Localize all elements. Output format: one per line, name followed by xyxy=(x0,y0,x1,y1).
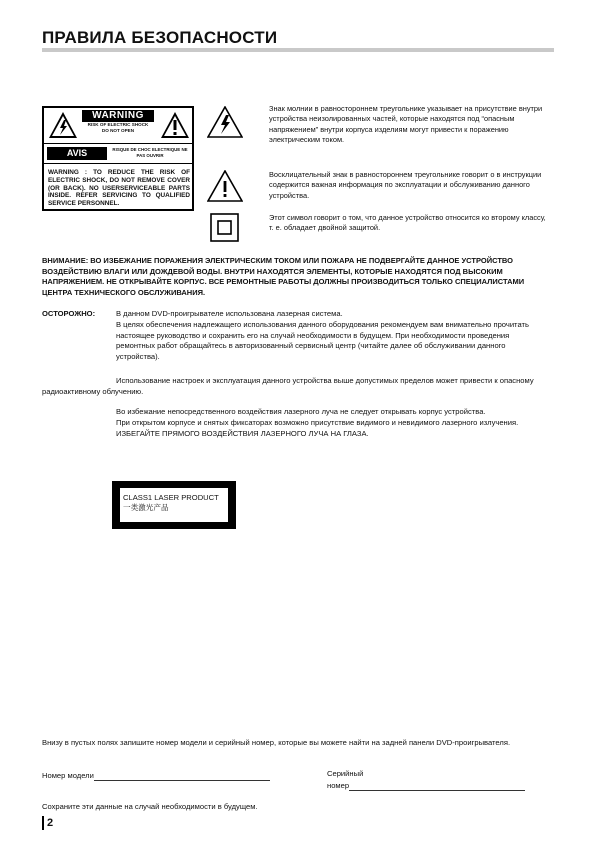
exclamation-triangle-icon xyxy=(160,111,190,139)
lightning-triangle-icon xyxy=(48,111,78,139)
warning-label-body: WARNING : TO REDUCE THE RISK OF ELECTRIC SHOCK, DO NOT REMOVE COVER (OR BACK). NO USERSERVICEABLE PARTS INSIDE. REFER SERVICING TO QUALIFIED SERVICE PERSONNEL. xyxy=(48,169,190,208)
model-number-label: Номер модели xyxy=(42,771,94,780)
serial-number-field xyxy=(327,781,535,791)
avis-row xyxy=(44,144,192,164)
shock-line-2: DO NOT OPEN xyxy=(101,127,135,133)
laser-exposure-warning xyxy=(116,407,550,439)
page-title: ПРАВИЛА БЕЗОПАСНОСТИ xyxy=(42,28,278,47)
serial-number-label-1: Серийный xyxy=(327,769,364,778)
caution-line-2: В целях обеспечения надлежащего использования данного оборудования рекомендуем вам внимательно прочитать настоящее руководство и сохранить его на случай необходимости в будущем. При необходимости проведения ремонтных работ обращайтесь в авторизованный сервисный центр (читайте далее об обслуживании данного устройства). xyxy=(116,319,529,362)
title-divider xyxy=(42,48,554,52)
shock-line-1: RISK OF ELECTRIC SHOCK xyxy=(87,122,149,127)
serial-number-blank[interactable] xyxy=(349,782,525,791)
page-number: 2 xyxy=(42,816,53,830)
avis-text xyxy=(110,147,190,158)
laser-warning-line-3: ИЗБЕГАЙТЕ ПРЯМОГО ВОЗДЕЙСТВИЯ ЛАЗЕРНОГО ЛУЧА НА ГЛАЗА. xyxy=(116,428,369,438)
warning-heading: WARNING xyxy=(82,110,154,122)
double-insulation-icon xyxy=(210,213,239,242)
avis-line-2: PAS OUVRIR xyxy=(136,152,164,158)
double-insulation-description: Этот символ говорит о том, что данное устройство относится ко второму классу, т. е. обладает двойной защитой. xyxy=(269,213,546,233)
warning-label xyxy=(42,106,194,211)
caution-line-1: В данном DVD-проигрывателе использована лазерная система. xyxy=(116,309,343,318)
laser-label-inner xyxy=(120,488,228,522)
lightning-icon xyxy=(207,106,243,138)
laser-warning-line-1: Во избежание непосредственного воздействия лазерного луча не следует открывать корпус устройства. xyxy=(116,407,486,416)
save-note: Сохраните эти данные на случай необходимости в будущем. xyxy=(42,802,258,811)
exclamation-icon xyxy=(207,170,243,202)
exclamation-description: Восклицательный знак в равностороннем треугольнике говорит о в инструкции содержится важная информация по эксплуатации и обслуживанию данного устройства. xyxy=(269,170,542,200)
laser-label-line-2: 一类激光产品 xyxy=(123,502,169,512)
laser-product-label xyxy=(112,481,236,529)
model-number-field xyxy=(42,771,282,781)
lightning-description: Знак молнии в равностороннем треугольнике указывает на присутствие внутри устройства неизолированных частей, которые находятся под “опасным напряжением” внутри корпуса изделиям могут привести к поражению электрическим током. xyxy=(269,104,543,145)
serial-instruction: Внизу в пустых полях запишите номер модели и серийный номер, которые вы можете найти на задней панели DVD-проигрывателя. xyxy=(42,738,511,747)
serial-number-label-2: номер xyxy=(327,781,350,790)
caution-text xyxy=(116,309,550,363)
warning-label-center xyxy=(82,110,154,133)
avis-line-1: RISQUE DE CHOC ELECTRIQUE NE xyxy=(112,147,188,152)
laser-label-line-1: CLASS1 LASER PRODUCT xyxy=(123,493,219,502)
usage-warning: Использование настроек и эксплуатация данного устройства выше допустимых пределов может привести к опасному радиоактивному облучению. xyxy=(42,376,534,396)
caution-label: ОСТОРОЖНО: xyxy=(42,309,96,318)
attention-warning: ВНИМАНИЕ: ВО ИЗБЕЖАНИЕ ПОРАЖЕНИЯ ЭЛЕКТРИЧЕСКИМ ТОКОМ ИЛИ ПОЖАРА НЕ ПОДВЕРГАЙТЕ ДАННОЕ УСТРОЙСТВО ВОЗДЕЙСТВИЮ ВЛАГИ ИЛИ ДОЖДЕВОЙ ВОДЫ. ВНУТРИ НАХОДЯТСЯ ЭЛЕМЕНТЫ, КОТОРЫЕ НАХОДЯТСЯ ПОД ВЫСОКИМ НАПРЯЖЕНИЕМ. НЕ ОТКРЫВАЙТЕ КОРПУС. ВСЕ РЕМОНТНЫЕ РАБОТЫ ДОЛЖНЫ ПРОИЗВОДИТЬСЯ ТОЛЬКО СПЕЦИАЛИСТАМИ ЦЕНТРА ТЕХНИЧЕСКОГО ОБСЛУЖИВАНИЯ. xyxy=(42,256,525,297)
avis-heading: AVIS xyxy=(47,147,107,160)
warning-label-top xyxy=(44,108,192,144)
laser-warning-line-2: При открытом корпусе и снятых фиксаторах возможно присутствие видимого и невидимого лазерного излучения. xyxy=(116,417,519,427)
model-number-blank[interactable] xyxy=(94,772,270,781)
